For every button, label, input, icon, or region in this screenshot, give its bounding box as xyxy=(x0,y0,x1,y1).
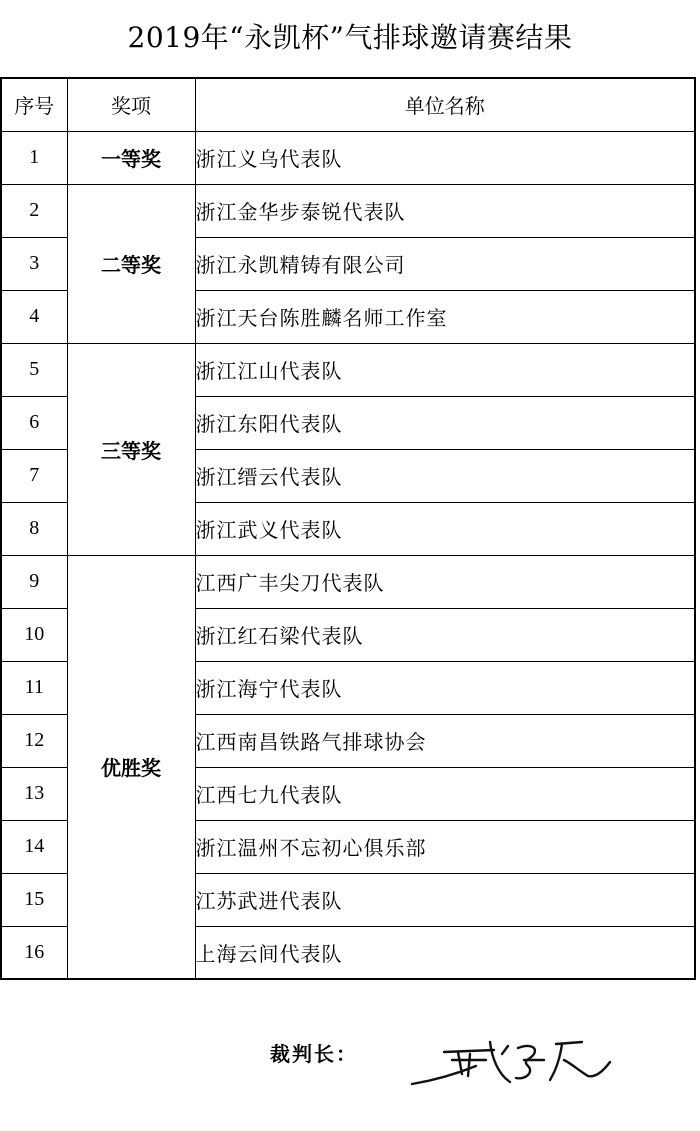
header-unit: 单位名称 xyxy=(195,78,695,131)
unit-name-cell: 江西南昌铁路气排球协会 xyxy=(195,714,695,767)
results-table xyxy=(0,77,696,980)
unit-name-cell: 浙江红石梁代表队 xyxy=(195,608,695,661)
unit-name-cell: 浙江武义代表队 xyxy=(195,502,695,555)
seq-cell: 2 xyxy=(1,184,67,237)
unit-name-cell: 江西七九代表队 xyxy=(195,767,695,820)
unit-name-cell: 浙江金华步泰锐代表队 xyxy=(195,184,695,237)
table-body xyxy=(1,131,695,979)
seq-cell: 16 xyxy=(1,926,67,979)
seq-cell: 9 xyxy=(1,555,67,608)
unit-name-cell: 江西广丰尖刀代表队 xyxy=(195,555,695,608)
seq-cell: 6 xyxy=(1,396,67,449)
header-seq: 序号 xyxy=(1,78,67,131)
signature-row xyxy=(270,1030,630,1090)
award-cell: 优胜奖 xyxy=(67,555,195,979)
chief-referee-label: 裁判长： xyxy=(270,1042,358,1066)
seq-cell: 15 xyxy=(1,873,67,926)
unit-name-cell: 浙江东阳代表队 xyxy=(195,396,695,449)
award-cell: 三等奖 xyxy=(67,343,195,555)
handwritten-signature-icon xyxy=(406,1030,616,1092)
unit-name-cell: 浙江江山代表队 xyxy=(195,343,695,396)
award-cell: 一等奖 xyxy=(67,131,195,184)
seq-cell: 10 xyxy=(1,608,67,661)
unit-name-cell: 浙江天台陈胜麟名师工作室 xyxy=(195,290,695,343)
seq-cell: 1 xyxy=(1,131,67,184)
seq-cell: 3 xyxy=(1,237,67,290)
unit-name-cell: 浙江海宁代表队 xyxy=(195,661,695,714)
table-row xyxy=(1,131,695,184)
table-row xyxy=(1,555,695,608)
seq-cell: 5 xyxy=(1,343,67,396)
unit-name-cell: 江苏武进代表队 xyxy=(195,873,695,926)
seq-cell: 8 xyxy=(1,502,67,555)
seq-cell: 7 xyxy=(1,449,67,502)
seq-cell: 14 xyxy=(1,820,67,873)
table-header-row xyxy=(1,78,695,131)
seq-cell: 11 xyxy=(1,661,67,714)
unit-name-cell: 浙江义乌代表队 xyxy=(195,131,695,184)
seq-cell: 12 xyxy=(1,714,67,767)
seq-cell: 13 xyxy=(1,767,67,820)
page-title: 2019年“永凯杯”气排球邀请赛结果 xyxy=(127,21,573,54)
table-row xyxy=(1,343,695,396)
seq-cell: 4 xyxy=(1,290,67,343)
header-award: 奖项 xyxy=(67,78,195,131)
table-row xyxy=(1,184,695,237)
unit-name-cell: 上海云间代表队 xyxy=(195,926,695,979)
unit-name-cell: 浙江缙云代表队 xyxy=(195,449,695,502)
unit-name-cell: 浙江永凯精铸有限公司 xyxy=(195,237,695,290)
award-cell: 二等奖 xyxy=(67,184,195,343)
unit-name-cell: 浙江温州不忘初心俱乐部 xyxy=(195,820,695,873)
